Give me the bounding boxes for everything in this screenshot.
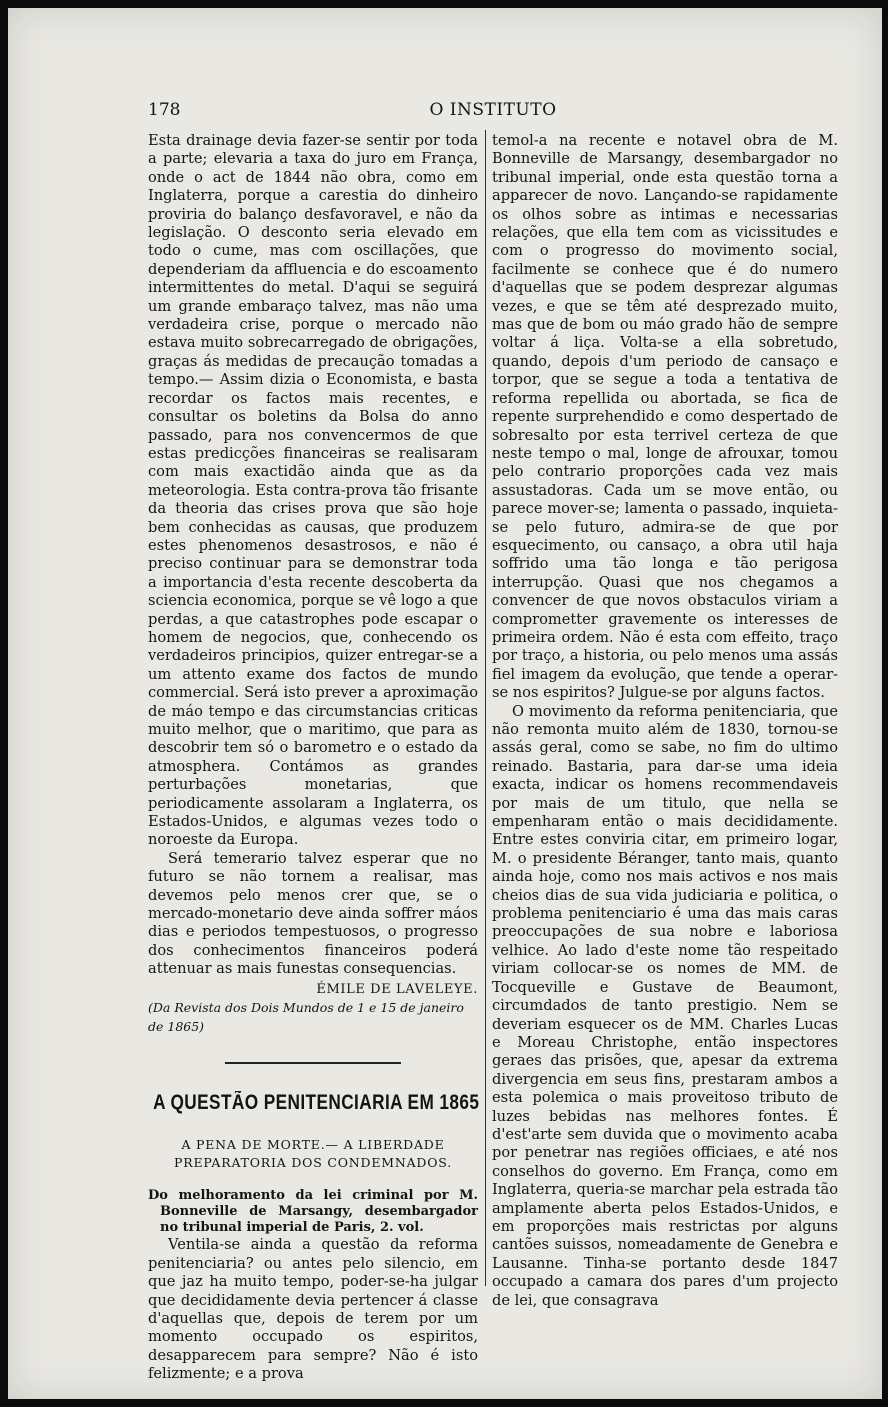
- author-signature: ÉMILE DE LAVELEYE.: [316, 981, 478, 997]
- right-paragraph-2: O movimento da reforma penitenciaria, que não remonta muito além de 1830, tornou-se assás geral, como se sabe, no fim do ultimo reinado. Bastaria, para dar-se uma ideia exacta, indicar os homens recommendaveis por mais de um titulo, que nella se empenharam então o mais decididamente. Entre estes conviria citar, em primeiro logar, M. o presidente Béranger, tanto mais, quanto ainda hoje, como nos mais activos e nos mais cheios dias de sua vida judiciaria e politica, o problema penitenciario é uma das mais caras preoccupações de sua nobre e laboriosa velhice. Ao lado d'este nome tão respeitado viriam collocar-se os nomes de MM. de Tocqueville e Gustave de Beaumont, circumdados de tanto prestigio. Nem se deveriam esquecer os de MM. Charles Lucas e Moreau Christophe, então inspectores geraes das prisões, que, apesar da extrema divergencia em seus fins, prestaram ambos a esta polemica o mais proveitoso tributo de luzes bebidas nas melhores fontes. É d'est'arte sem duvida que o movimento acaba por penetrar nas regiões officiaes, e até nos conselhos do governo. Em França, como em Inglaterra, queria-se marchar pela estrada tão amplamente aberta pelos Estados-Unidos, e em proporções mais restrictas por alguns cantões suissos, nomeadamente de Genebra e Lausanne. Tinha-se portanto desde 1847 occupado a camara dos pares d'um projecto de lei, que consagrava: [492, 702, 838, 1309]
- right-column: [492, 132, 838, 1310]
- page-body: [148, 96, 838, 1383]
- book-reference: [148, 1188, 478, 1236]
- left-paragraph-2: Será temerario talvez esperar que no futuro se não tornem a realisar, mas devemos pelo menos crer que, se o mercado-monetario deve ainda soffrer máos dias e periodos tempestuosos, o progresso dos conhecimentos financeiros poderá attenuar as mais funestas consequencias.: [148, 849, 478, 978]
- signature-block: [148, 981, 478, 999]
- left-paragraph-3: Ventila-se ainda a questão da reforma penitenciaria? ou antes pelo silencio, em que jaz ha muito tempo, poder-se-ha julgar que decididamente devia pertencer á classe d'aquellas que, depois de terem por um momento occupado os espiritos, desapparecem para sempre? Não é isto felizmente; e a prova: [148, 1236, 478, 1383]
- running-title: O INSTITUTO: [429, 100, 557, 120]
- book-title: Do melhoramento da lei criminal por M. Bonneville de Marsangy, desembargador no tribunal imperial de Paris, 2. vol.: [148, 1188, 478, 1236]
- section-divider: [225, 1062, 401, 1064]
- source-citation: (Da Revista dos Dois Mundos de 1 e 15 de janeiro de 1865): [148, 1000, 464, 1034]
- article-title: A QUESTÃO PENITENCIARIA EM 1865: [153, 1090, 480, 1114]
- scanned-page: [8, 8, 882, 1399]
- page-header: [148, 96, 838, 126]
- right-paragraph-1: temol-a na recente e notavel obra de M. Bonneville de Marsangy, desembargador no tribunal imperial, onde esta questão torna a apparecer de novo. Lançando-se rapidamente os olhos sobre as intimas e necessarias relações, que ella tem com as vicissitudes e com o progresso do movimento social, facilmente se conhece que é do numero d'aquellas que se podem desprezar algumas vezes, e que se têm até desprezado muito, mas que de bom ou máo grado hão de sempre voltar á liça. Volta-se a ella sobretudo, quando, depois d'um periodo de cansaço e torpor, que se segue a toda a tentativa de reforma repellida ou abortada, se fica de repente surprehendido e como despertado de sobresalto por esta terrivel certeza de que neste tempo o mal, longe de afrouxar, tomou pelo contrario proporções cada vez mais assustadoras. Cada um se move então, ou parece mover-se; lamenta o passado, inquieta-se pelo futuro, admira-se de que por esquecimento, ou cansaço, a obra util haja soffrido uma tão longa e tão perigosa interrupção. Quasi que nos chegamos a convencer de que novos obstaculos viriam a comprometter gravemente os interesses de primeira ordem. Não é esta com effeito, traço por traço, a historia, ou pelo menos uma assás fiel imagem da evolução, que tende a operar-se nos espiritos? Julgue-se por alguns factos.: [492, 132, 838, 702]
- left-column: [148, 132, 478, 1384]
- column-rule: [485, 130, 486, 1286]
- article-subheading: A PENA DE MORTE.— A LIBERDADE PREPARATORIA DOS CONDEMNADOS.: [174, 1137, 452, 1171]
- left-paragraph-1: Esta drainage devia fazer-se sentir por toda a parte; elevaria a taxa do juro em França, onde o act de 1844 não obra, como em Inglaterra, porque a carestia do dinheiro proviria do balanço desfavoravel, e não da legislação. O desconto seria elevado em todo o cume, mas com oscillações, que dependeriam da affluencia e do escoamento intermittentes do metal. D'aqui se seguirá um grande embaraço talvez, mas não uma verdadeira crise, porque o mercado não estava muito sobrecarregado de obrigações, graças ás medidas de precaução tomadas a tempo.— Assim dizia o Economista, e basta recordar os factos mais recentes, e consultar os boletins da Bolsa do anno passado, para nos convencermos de que estas predicções financeiras se realisaram com mais exactidão ainda que as da meteorologia. Esta contra-prova tão frisante da theoria das crises prova que são hoje bem conhecidas as causas, que produzem estes phenomenos desastrosos, e não é preciso continuar para se demonstrar toda a importancia d'esta recente descoberta da sciencia economica, porque se vê logo a que perdas, a que catastrophes pode escapar o homem de negocios, que, conhecendo os verdadeiros principios, quizer entregar-se a um attento exame dos factos de mundo commercial. Será isto prever a aproximação de máo tempo e das circumstancias criticas muito melhor, que o maritimo, que para as descobrir tem só o barometro e o estado da atmosphera. Contámos as grandes perturbações monetarias, que periodicamente assolaram a Inglaterra, os Estados-Unidos, e algumas vezes todo o noroeste da Europa.: [148, 132, 478, 849]
- page-number: 178: [148, 100, 181, 120]
